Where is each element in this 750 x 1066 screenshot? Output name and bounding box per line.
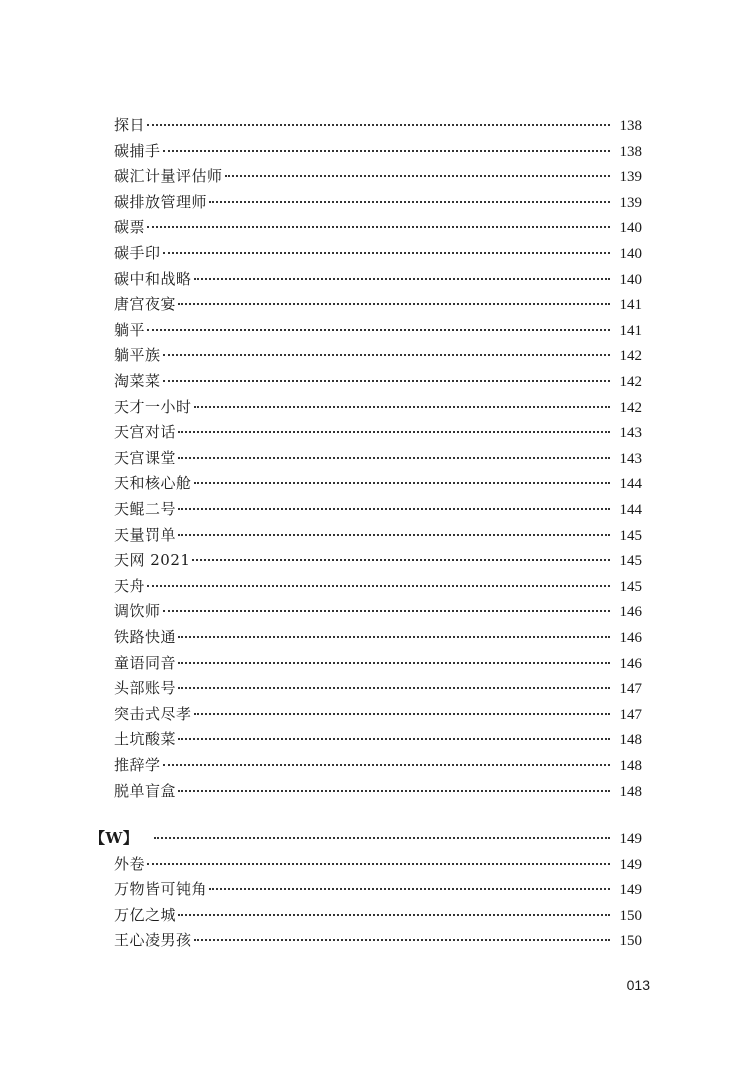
- toc-page-number: 150: [619, 907, 642, 924]
- dot-leader: [178, 508, 610, 510]
- toc-page-number: 140: [619, 220, 642, 237]
- toc-entry-title: 唐宫夜宴: [114, 295, 177, 314]
- dot-leader: [178, 914, 610, 916]
- toc-entry[interactable]: [114, 370, 642, 392]
- toc-page-number: 148: [619, 783, 642, 800]
- toc-entry[interactable]: [114, 878, 642, 900]
- toc-entry[interactable]: [114, 754, 642, 776]
- toc-page-number: 145: [619, 578, 642, 595]
- toc-entry-title: 探日: [114, 116, 146, 134]
- toc-entry-title: 调饮师: [114, 602, 161, 621]
- toc-page-number: 138: [619, 143, 642, 160]
- toc-entry[interactable]: [114, 216, 642, 238]
- toc-entry-title: 童语同音: [114, 653, 177, 672]
- dot-leader: [147, 863, 610, 865]
- dot-leader: [178, 790, 610, 792]
- toc-entry[interactable]: [114, 421, 642, 443]
- toc-page-number: 144: [619, 502, 642, 518]
- dot-leader: [163, 764, 610, 766]
- toc-page-number: 145: [619, 527, 642, 544]
- toc-entry[interactable]: [114, 268, 642, 290]
- toc-entry-title: 突击式尽孝: [114, 704, 192, 723]
- toc-entry-title: 天宫对话: [114, 423, 177, 442]
- toc-entry-title: 碳手印: [114, 244, 161, 262]
- toc-entry[interactable]: [114, 600, 642, 622]
- toc-entry-title: 躺平族: [114, 346, 161, 365]
- toc-page-number: 147: [619, 681, 642, 698]
- toc-page-number: 145: [619, 553, 642, 570]
- toc-entry-title: 天网 2021: [114, 551, 191, 570]
- page-number: 013: [626, 977, 650, 993]
- toc-entry-title: 天宫课堂: [114, 448, 177, 467]
- dot-leader: [163, 354, 610, 356]
- toc-page-number: 139: [619, 194, 642, 211]
- toc-entry-title: 天舟: [114, 576, 146, 595]
- dot-leader: [194, 713, 610, 715]
- dot-leader: [147, 226, 610, 228]
- dot-leader: [209, 201, 610, 203]
- dot-leader: [178, 687, 610, 689]
- toc-entry[interactable]: [114, 575, 642, 597]
- toc-entry[interactable]: [114, 344, 642, 366]
- dot-leader: [147, 329, 610, 331]
- toc-entry-title: 推辞学: [114, 756, 161, 774]
- toc-entry[interactable]: [114, 396, 642, 418]
- dot-leader: [178, 457, 610, 459]
- toc-entry[interactable]: [114, 498, 642, 520]
- toc-page-number: 143: [619, 425, 642, 442]
- toc-page-number: 148: [619, 758, 642, 774]
- dot-leader: [178, 662, 610, 664]
- toc-entry[interactable]: [114, 165, 642, 187]
- toc-page-number: 149: [619, 856, 642, 873]
- toc-page-number: 146: [619, 604, 642, 621]
- toc-entry-title: 碳排放管理师: [114, 192, 208, 211]
- dot-leader: [194, 406, 610, 408]
- dot-leader: [178, 534, 610, 536]
- toc-page-number: 141: [619, 297, 642, 314]
- dot-leader: [147, 124, 610, 126]
- toc-entry[interactable]: [114, 904, 642, 926]
- toc-page-number: 146: [619, 630, 642, 646]
- toc-page-number: 148: [619, 732, 642, 749]
- toc-entry[interactable]: [114, 626, 642, 648]
- toc-entry-title: 头部账号: [114, 679, 177, 698]
- toc-page-number: 146: [619, 655, 642, 672]
- dot-leader: [209, 888, 610, 890]
- dot-leader: [178, 431, 610, 433]
- dot-leader: [194, 939, 610, 941]
- toc-entry-title: 天和核心舱: [114, 474, 192, 493]
- toc-entry-title: 淘菜菜: [114, 372, 161, 390]
- toc-entry-title: 天量罚单: [114, 525, 177, 544]
- toc-entry[interactable]: [114, 853, 642, 875]
- toc-entry-title: 碳汇计量评估师: [114, 167, 223, 186]
- toc-page-number: 149: [619, 882, 642, 899]
- dot-leader: [194, 278, 610, 280]
- toc-entry-title: 碳中和战略: [114, 269, 192, 288]
- toc-page-number: 139: [619, 169, 642, 186]
- dot-leader: [147, 585, 610, 587]
- dot-leader: [178, 636, 610, 638]
- toc-page-number: 138: [619, 118, 642, 134]
- dot-leader: [194, 482, 610, 484]
- toc-page-number: 147: [619, 706, 642, 723]
- toc-entry-title: 外卷: [114, 854, 146, 873]
- toc-entry-title: 土坑酸菜: [114, 730, 177, 749]
- dot-leader: [163, 380, 610, 382]
- toc-entry[interactable]: [114, 524, 642, 546]
- toc-entry[interactable]: [114, 319, 642, 341]
- toc-entry-title: 躺平: [114, 320, 146, 339]
- toc-entry[interactable]: [114, 140, 642, 162]
- toc-entry-title: 天才一小时: [114, 397, 192, 416]
- toc-entry-title: 万亿之城: [114, 905, 177, 924]
- toc-entry[interactable]: [114, 652, 642, 674]
- toc-entry[interactable]: [114, 191, 642, 213]
- toc-entry-title: 碳票: [114, 218, 146, 237]
- toc-page-number: 140: [619, 271, 642, 288]
- toc-page-number: 144: [619, 476, 642, 493]
- toc-entry-title: 铁路快通: [114, 628, 177, 646]
- dot-leader: [163, 610, 610, 612]
- dot-leader: [163, 252, 610, 254]
- toc-entry[interactable]: [114, 929, 642, 951]
- toc-entry[interactable]: [114, 703, 642, 725]
- toc-page-number: 141: [619, 322, 642, 339]
- toc-entry[interactable]: [114, 780, 642, 802]
- toc-page-number: 142: [619, 374, 642, 390]
- toc-entry[interactable]: [114, 242, 642, 264]
- toc-section-heading[interactable]: [90, 827, 642, 849]
- toc-entry[interactable]: [114, 293, 642, 315]
- toc-page-number: 142: [619, 399, 642, 416]
- dot-leader: [178, 738, 610, 740]
- toc-entry-title: 脱单盲盒: [114, 781, 177, 800]
- toc-entry-title: 天鲲二号: [114, 500, 177, 518]
- dot-leader: [163, 150, 610, 152]
- toc-entry[interactable]: [114, 472, 642, 494]
- section-heading-label: 【W】: [90, 829, 139, 847]
- toc-entry[interactable]: [114, 728, 642, 750]
- dot-leader: [192, 559, 610, 561]
- toc-page-number: 140: [619, 246, 642, 262]
- toc-entry[interactable]: [114, 447, 642, 469]
- toc-entry-title: 万物皆可钝角: [114, 880, 208, 899]
- toc-entry[interactable]: [114, 114, 642, 136]
- toc-entry[interactable]: [114, 549, 642, 571]
- toc-entry[interactable]: [114, 677, 642, 699]
- dot-leader: [154, 837, 610, 839]
- dot-leader: [178, 303, 610, 305]
- toc-page-number: 142: [619, 348, 642, 365]
- toc-page-number: 143: [619, 450, 642, 467]
- toc-entry-title: 王心凌男孩: [114, 931, 192, 950]
- toc-page-number: 150: [619, 933, 642, 950]
- toc-page-number: 149: [619, 831, 642, 847]
- dot-leader: [225, 175, 610, 177]
- toc-entry-title: 碳捕手: [114, 141, 161, 160]
